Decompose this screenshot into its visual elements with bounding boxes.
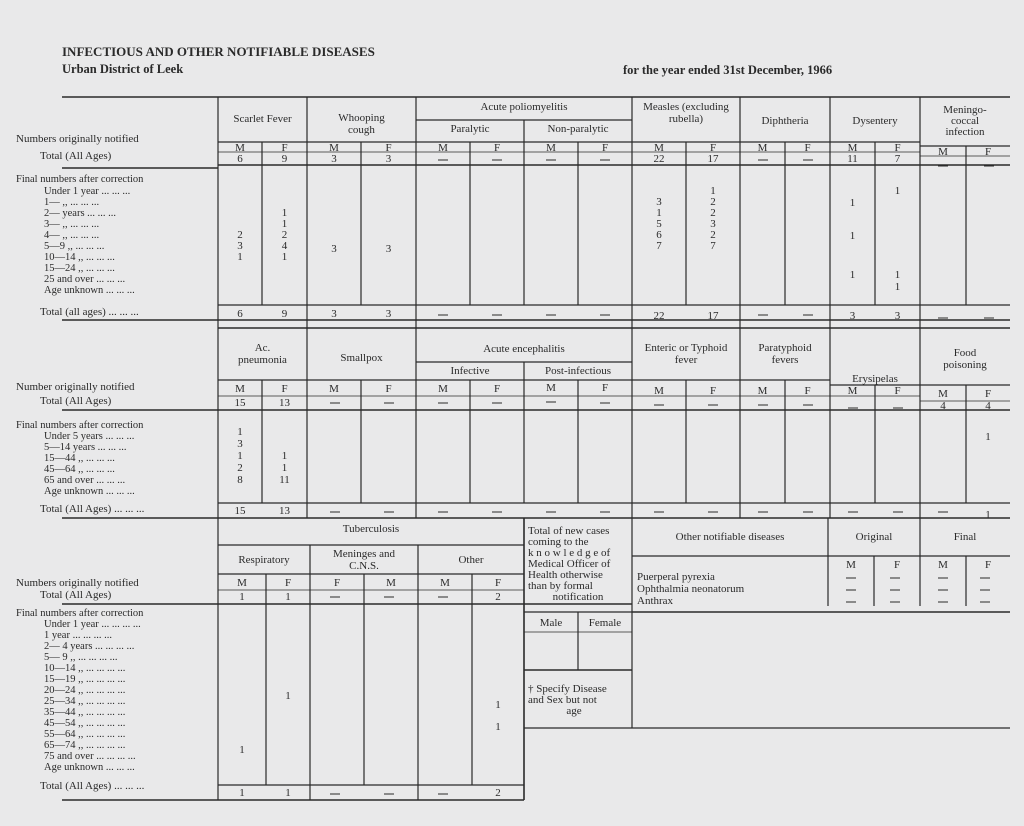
row-label-final-3: Final numbers after correction (16, 608, 144, 619)
f-label: F (804, 142, 811, 154)
age-row: 5—9 ,, ... ... ... (44, 241, 105, 252)
cell: 2 (237, 462, 243, 474)
col-head-post-infectious: Post-infectious (545, 365, 611, 377)
age-row: 2— 4 years ... ... ... ... (44, 641, 135, 652)
f-label: F (284, 577, 292, 589)
cell: 2 (281, 229, 288, 241)
total-food-f: 1 (985, 509, 991, 521)
col-head-respiratory: Respiratory (238, 554, 290, 566)
f-label: F (601, 382, 609, 394)
col-head-meningococcal: Meningo- coccal infection (943, 104, 987, 138)
notified-pneumonia-m: 15 (234, 397, 246, 409)
total-other-f: 2 (495, 787, 501, 799)
f-label: F (984, 388, 992, 400)
cell: 1 (495, 699, 501, 711)
m-label: M (757, 385, 768, 397)
note-line: than by formal (528, 580, 593, 592)
age-row: 10—14 ,, ... ... ... (44, 252, 115, 263)
age-row: 75 and over ... ... ... ... (44, 751, 136, 762)
age-row: 65—74 ,, ... ... ... ... (44, 740, 126, 751)
f-label: F (894, 142, 901, 154)
f-label: F (281, 383, 288, 395)
cell: 1 (849, 230, 856, 242)
m-label: M (237, 577, 247, 589)
note-line: Medical Officer of (528, 558, 611, 570)
notified-dysentery-m: 11 (847, 153, 858, 165)
age-row: 20—24 ,, ... ... ... ... (44, 685, 126, 696)
row-label-total-final-3: Total (All Ages) ... ... ... (40, 780, 145, 792)
notified-whooping-m: 3 (331, 153, 337, 165)
col-head-measles: Measles (excluding rubella) (643, 101, 729, 125)
note-line: age (566, 705, 582, 717)
cell: 1 (237, 450, 243, 462)
col-head-other-notifiable: Other notifiable diseases (675, 531, 785, 543)
note-line: k n o w l e d g e of (528, 547, 611, 559)
m-label: M (438, 142, 448, 154)
cell: 1 (281, 450, 288, 462)
notified-dysentery-f: 7 (894, 153, 901, 165)
f-label: F (281, 142, 288, 154)
f-label: F (709, 142, 717, 154)
cell: 3 (385, 243, 392, 255)
age-row: 25—34 ,, ... ... ... ... (44, 696, 126, 707)
age-row: Under 5 years ... ... ... (44, 431, 135, 442)
m-label: M (440, 577, 450, 589)
m-label: M (235, 383, 245, 395)
col-head-whooping-cough: Whooping cough (338, 112, 385, 136)
cell: 4 (281, 240, 288, 252)
total-pneumonia-m: 15 (234, 505, 246, 517)
col-head-smallpox: Smallpox (340, 352, 383, 364)
total-scarlet-m: 6 (237, 308, 243, 320)
col-head-dysentery: Dysentery (852, 115, 898, 127)
cell: 1 (285, 690, 291, 702)
notified-resp-m: 1 (239, 591, 245, 603)
cell: 8 (237, 474, 243, 486)
m-label: M (757, 142, 768, 154)
total-resp-f: 1 (285, 787, 291, 799)
row-label-total-2: Total (All Ages) (40, 395, 112, 407)
cell: 1 (237, 251, 243, 263)
col-head-final: Final (953, 531, 977, 543)
cell: 1 (281, 218, 288, 230)
age-row: 25 and over ... ... ... (44, 274, 126, 285)
notified-scarlet-f: 9 (281, 153, 288, 165)
age-row: 10—14 ,, ... ... ... ... (44, 663, 126, 674)
m-label: M (938, 559, 948, 571)
notified-pneumonia-f: 13 (279, 397, 290, 409)
f-label: F (333, 577, 341, 589)
cell: 1 (849, 269, 856, 281)
cell: 1 (894, 185, 901, 197)
cell: 2 (237, 229, 243, 241)
report-period: for the year ended 31st December, 1966 (623, 63, 833, 77)
cell: 1 (239, 744, 245, 756)
disease-puerperal-pyrexia: Puerperal pyrexia (637, 571, 715, 583)
total-pneumonia-f: 13 (279, 505, 290, 517)
cell: 3 (656, 196, 662, 208)
cell: 1 (281, 251, 288, 263)
document-title: INFECTIOUS AND OTHER NOTIFIABLE DISEASES (62, 44, 375, 59)
m-label: M (546, 382, 556, 394)
notified-whooping-f: 3 (385, 153, 392, 165)
f-label: F (493, 142, 501, 154)
row-label-notified: Numbers originally notified (16, 133, 139, 145)
col-head-infective: Infective (450, 365, 490, 377)
m-label: M (847, 142, 858, 154)
notified-food-m: 4 (940, 400, 946, 412)
m-label: M (847, 385, 858, 397)
cell: 6 (656, 229, 662, 241)
col-head-erysipelas: Erysipelas (852, 373, 898, 385)
cell: 1 (237, 426, 243, 438)
total-measles-f: 17 (707, 310, 719, 322)
f-label: F (601, 142, 609, 154)
m-label: M (938, 146, 948, 158)
col-head-other: Other (458, 554, 484, 566)
total-scarlet-f: 9 (281, 308, 288, 320)
col-head-tuberculosis: Tuberculosis (342, 523, 400, 535)
f-label: F (893, 559, 901, 571)
row-label-notified-2: Number originally notified (16, 381, 135, 393)
age-row: 45—64 ,, ... ... ... (44, 464, 115, 475)
district-name: Urban District of Leek (62, 62, 184, 76)
f-label: F (804, 385, 811, 397)
age-row: 45—54 ,, ... ... ... ... (44, 718, 126, 729)
note-line: † Specify Disease (528, 683, 607, 695)
m-label: M (654, 385, 664, 397)
cell: 3 (710, 218, 716, 230)
col-head-acute-encephalitis: Acute encephalitis (483, 343, 565, 355)
total-measles-m: 22 (653, 310, 665, 322)
cell: 1 (985, 431, 991, 443)
cell: 2 (710, 207, 716, 219)
m-label: M (546, 142, 556, 154)
age-row: Age unknown ... ... ... (44, 762, 135, 773)
col-head-paratyphoid: Paratyphoid fevers (758, 342, 812, 366)
age-row: 15—24 ,, ... ... ... (44, 263, 115, 274)
row-label-total-3: Total (All Ages) (40, 589, 112, 601)
col-head-ac-pneumonia: Ac. pneumonia (238, 342, 287, 366)
col-head-female: Female (588, 617, 622, 629)
cell: 11 (279, 474, 290, 486)
disease-ophthalmia-neonatorum: Ophthalmia neonatorum (637, 583, 745, 595)
age-row: Age unknown ... ... ... (44, 285, 135, 296)
age-row: Under 1 year ... ... ... (44, 186, 131, 197)
m-label: M (386, 577, 396, 589)
age-row: 3— ,, ... ... ... (44, 219, 100, 230)
total-dysentery-f: 3 (894, 310, 901, 322)
notified-resp-f: 1 (285, 591, 291, 603)
cell: 3 (331, 243, 337, 255)
col-head-diphtheria: Diphtheria (761, 115, 809, 127)
total-whooping-m: 3 (331, 308, 337, 320)
f-label: F (984, 146, 992, 158)
age-row: 5—14 years ... ... ... (44, 442, 127, 453)
f-label: F (494, 577, 502, 589)
f-label: F (894, 385, 901, 397)
notified-measles-f: 17 (707, 153, 719, 165)
row-label-notified-3: Numbers originally notified (16, 577, 139, 589)
cell: 1 (894, 281, 901, 293)
age-row: 1— ,, ... ... ... (44, 197, 100, 208)
cell: 7 (710, 240, 716, 252)
f-label: F (493, 383, 501, 395)
m-label: M (329, 142, 339, 154)
notified-other-f: 2 (495, 591, 501, 603)
age-row: 55—64 ,, ... ... ... ... (44, 729, 126, 740)
row-label-total: Total (All Ages) (40, 150, 112, 162)
note-line: coming to the (528, 536, 589, 548)
cell: 7 (656, 240, 662, 252)
col-head-meninges: Meninges and C.N.S. (332, 548, 395, 572)
total-dysentery-m: 3 (849, 310, 856, 322)
cell: 1 (281, 207, 288, 219)
age-row: 65 and over ... ... ... (44, 475, 126, 486)
age-row: Under 1 year ... ... ... ... (44, 619, 141, 630)
age-row: 2— years ... ... ... (44, 208, 117, 219)
cell: 1 (281, 462, 288, 474)
notified-food-f: 4 (985, 400, 991, 412)
cell: 1 (894, 269, 901, 281)
row-label-final-2: Final numbers after correction (16, 420, 144, 431)
age-row: 35—44 ,, ... ... ... ... (44, 707, 126, 718)
age-row: 5— 9 ,, ... ... ... ... (44, 652, 118, 663)
row-label-final: Final numbers after correction (16, 174, 144, 185)
col-head-paralytic: Paralytic (450, 123, 490, 135)
notified-scarlet-m: 6 (237, 153, 243, 165)
age-row: 1 year ... ... ... ... (44, 630, 112, 641)
col-head-male: Male (539, 617, 563, 629)
age-row: 15—19 ,, ... ... ... ... (44, 674, 126, 685)
f-label: F (385, 142, 392, 154)
age-row: 4— ,, ... ... ... (44, 230, 100, 241)
row-label-total-final: Total (all ages) ... ... ... (40, 306, 139, 318)
disease-anthrax: Anthrax (637, 595, 674, 607)
col-head-scarlet-fever: Scarlet Fever (233, 113, 292, 125)
age-row: Age unknown ... ... ... (44, 486, 135, 497)
note-line: notification (552, 591, 604, 603)
f-label: F (385, 383, 392, 395)
cell: 3 (237, 240, 243, 252)
cell: 1 (849, 197, 856, 209)
col-head-food-poisoning: Food poisoning (943, 347, 987, 371)
m-label: M (654, 142, 664, 154)
f-label: F (984, 559, 992, 571)
col-head-original: Original (855, 531, 893, 543)
cell: 2 (710, 229, 716, 241)
col-head-enteric-typhoid: Enteric or Typhoid fever (644, 342, 728, 366)
m-label: M (438, 383, 448, 395)
cell: 5 (656, 218, 662, 230)
note-line: Total of new cases (528, 525, 610, 537)
m-label: M (329, 383, 339, 395)
f-label: F (709, 385, 717, 397)
col-head-non-paralytic: Non-paralytic (547, 123, 609, 135)
cell: 1 (656, 207, 662, 219)
col-head-acute-poliomyelitis: Acute poliomyelitis (480, 101, 568, 113)
total-resp-m: 1 (239, 787, 245, 799)
row-label-total-final-2: Total (All Ages) ... ... ... (40, 503, 145, 515)
cell: 3 (237, 438, 243, 450)
age-row: 15—44 ,, ... ... ... (44, 453, 115, 464)
notified-measles-m: 22 (653, 153, 665, 165)
m-label: M (846, 559, 856, 571)
cell: 2 (710, 196, 716, 208)
total-whooping-f: 3 (385, 308, 392, 320)
note-line: Health otherwise (528, 569, 603, 581)
m-label: M (938, 388, 948, 400)
m-label: M (235, 142, 245, 154)
note-line: and Sex but not (528, 694, 597, 706)
cell: 1 (495, 721, 501, 733)
cell: 1 (710, 185, 716, 197)
